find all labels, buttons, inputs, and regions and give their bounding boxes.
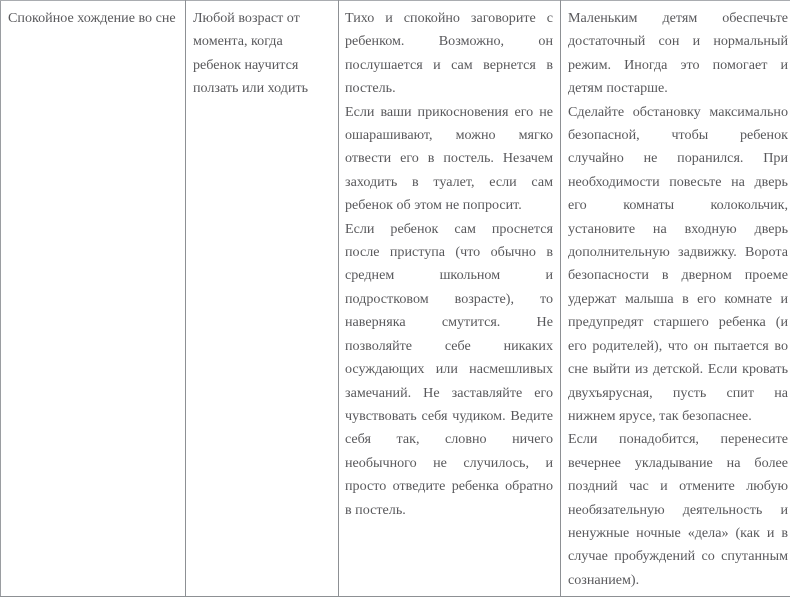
table-body [1, 1, 790, 597]
prevention-paragraph-3: Если понадобится, перенесите вечернее укладывание на более поздний час и отмените любую необязательную деятельность и ненужные ночные «дела» (как и в случае пробуждений со спутанным сознанием). [568, 428, 788, 592]
what-to-do-paragraph-2: Если ваши прикосновения его не ошарашивают, можно мягко отвести его в постель. Незачем заходить в туалет, если сам ребенок об этом не попросит. [345, 101, 553, 218]
what-to-do-paragraph-1: Тихо и спокойно заговорите с ребенком. Возможно, он послушается и сам вернется в постель. [345, 7, 553, 101]
behavior-text [1, 1, 185, 34]
table-cell-age [186, 1, 339, 597]
what-to-do-text [339, 1, 560, 526]
table-cell-what-to-do [339, 1, 561, 597]
what-to-do-paragraph-3: Если ребенок сам проснется после приступа (что обычно в среднем школьном и подростковом возрасте), то наверняка смутится. Не позволяйте себе никаких осуждающих или насмешливых замечаний. Не заставляйте его чувствовать себя чудиком. Ведите себя так, словно ничего необычного не случилось, и просто отведите ребенка обратно в постель. [345, 218, 553, 522]
prevention-paragraph-1: Маленьким детям обеспечьте достаточный сон и нормальный режим. Иногда это помогает и детям постарше. [568, 7, 788, 101]
table-cell-prevention [561, 1, 790, 597]
table-row [1, 1, 790, 597]
behavior-paragraph: Спокойное хождение во сне [8, 7, 178, 30]
age-paragraph: Любой возраст от момента, когда ребенок научится ползать или ходить [193, 7, 331, 101]
age-text [186, 1, 338, 105]
table-cell-behavior [1, 1, 186, 597]
prevention-text [561, 1, 790, 596]
prevention-paragraph-2: Сделайте обстановку максимально безопасной, чтобы ребенок случайно не поранился. При необходимости повесьте на дверь его комнаты колокольчик, установите на входную дверь дополнительную задвижку. Ворота безопасности в дверном проеме удержат малыша в его комнате и предупредят старшего ребенка (и его родителей), что он пытается во сне выйти из детской. Если кровать двухъярусная, пусть спит на нижнем ярусе, так безопаснее. [568, 101, 788, 429]
